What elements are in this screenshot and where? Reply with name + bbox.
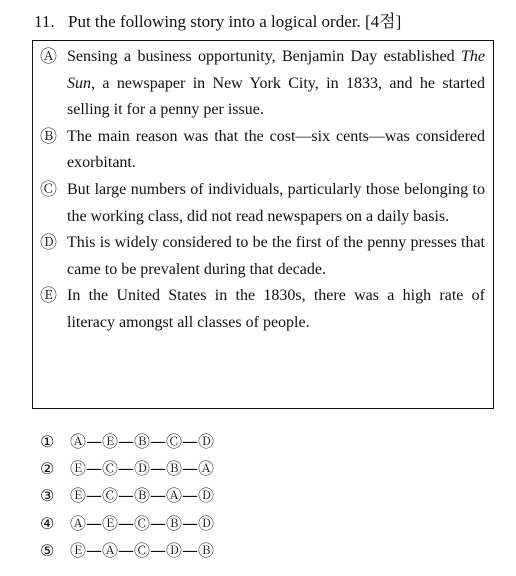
paragraph-text: The main reason was that the cost—six cents—was considered exorbitant. [67,127,485,172]
passage-box [32,40,494,409]
paragraph-text: a newspaper in New York City, in 1833, and he started selling it for a penny per issue. [67,74,485,119]
paragraph-marker: Ⓑ [40,126,57,147]
option-sequence: Ⓐ—Ⓔ—Ⓒ—Ⓑ—Ⓓ [70,513,215,533]
paragraph-marker: Ⓓ [40,233,57,254]
option-number: ① [40,432,55,451]
paragraph-e [40,283,485,336]
question-prompt: Put the following story into a logical order. [4점] [68,12,402,31]
option-sequence: Ⓔ—Ⓒ—Ⓓ—Ⓑ—Ⓐ [70,459,215,479]
answer-option-2[interactable] [40,455,214,482]
paragraph-text: This is widely considered to be the first of the penny presses that came to be prevalent during that decade. [67,234,485,278]
answer-option-1[interactable] [40,428,214,455]
newspaper-title: The Sun, [67,48,485,92]
option-sequence: Ⓔ—Ⓐ—Ⓒ—Ⓓ—Ⓑ [70,540,215,560]
paragraph-marker: Ⓔ [40,286,57,307]
answer-option-4[interactable] [40,510,214,537]
option-number: ③ [40,486,55,506]
paragraph-text: Sensing a business opportunity, Benjamin Day established [67,48,461,65]
option-number: ④ [40,513,55,533]
option-number: ⑤ [40,540,55,560]
question-number: 11. [34,12,55,31]
paragraph-d [40,230,485,283]
answer-option-3[interactable] [40,482,214,509]
option-sequence: Ⓐ—Ⓔ—Ⓑ—Ⓒ—Ⓓ [70,432,215,451]
answer-option-5[interactable] [40,537,214,564]
answer-options [40,428,214,564]
option-number: ② [40,459,55,479]
paragraph-text: In the United States in the 1830s, there was a high rate of literacy amongst all classes of people. [67,287,485,331]
paragraph-c [40,177,485,230]
paragraph-marker: Ⓒ [40,179,57,200]
paragraph-text: But large numbers of individuals, particularly those belonging to the working class, did not read newspapers on a daily basis. [67,180,485,225]
option-sequence: Ⓔ—Ⓒ—Ⓑ—Ⓐ—Ⓓ [70,486,215,506]
paragraph-a [40,44,485,124]
question-header [34,10,504,34]
paragraph-b [40,124,485,177]
paragraph-marker: Ⓐ [40,47,57,67]
